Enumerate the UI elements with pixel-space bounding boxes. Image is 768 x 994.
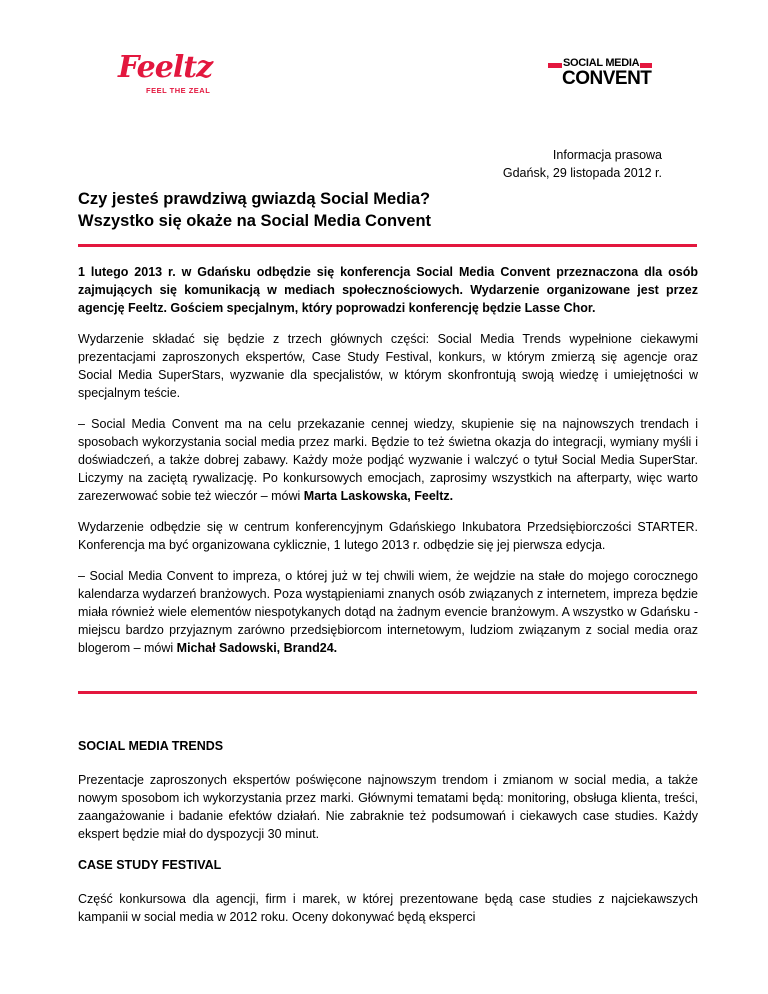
document-type: Informacja prasowa [552, 148, 662, 162]
divider-top [78, 244, 697, 247]
feeltz-logo [112, 50, 222, 100]
feeltz-logo-tagline: FEEL THE ZEAL [146, 86, 211, 95]
article-body [78, 263, 698, 670]
place-and-date: Gdańsk, 29 listopada 2012 r. [502, 166, 662, 180]
section-text-trends: Prezentacje zaproszonych ekspertów poświęcone najnowszym trendom i zmianom w social media, a także nowym sposobom ich wykorzystania przez marki. Głównymi tematami będą: monitoring, obsługa klienta, treści, zaangażowanie i badanie efektów działań. Nie zabraknie też podsumowań i ciekawych case studies. Każdy ekspert będzie miał do dyspozycji 30 minut. [78, 773, 698, 841]
press-release-info [503, 146, 662, 182]
title-line-1: Czy jesteś prawdziwą gwiazdą Social Media? [78, 190, 431, 208]
document-title [78, 188, 698, 232]
social-media-convent-logo [548, 57, 658, 93]
logo-line-1: SOCIAL MEDIA [563, 57, 640, 69]
paragraph-3: Wydarzenie odbędzie się w centrum konferencyjnym Gdańskiego Inkubatora Przedsiębiorczości STARTER. Konferencja ma być organizowana cyklicznie, 1 lutego 2013 r. odbędzie się jej pierwsza edycja. [78, 520, 698, 552]
divider-middle [78, 691, 697, 694]
quote-author-2: Michał Sadowski, Brand24. [176, 641, 338, 655]
logo-line-2: CONVENT [562, 68, 652, 89]
section-heading-trends: SOCIAL MEDIA TRENDS [78, 739, 224, 753]
section-heading-festival: CASE STUDY FESTIVAL [78, 858, 222, 872]
paragraph-4 [78, 567, 698, 657]
title-line-2: Wszystko się okaże na Social Media Convent [78, 212, 432, 230]
lead-paragraph: 1 lutego 2013 r. w Gdańsku odbędzie się konferencja Social Media Convent przeznaczona dla osób zajmujących się komunikacją w mediach społecznościowych. Wydarzenie organizowane jest przez agencję Feeltz. Gościem specjalnym, który poprowadzi konferencję będzie Lasse Chor. [78, 265, 698, 315]
section-text-festival: Część konkursowa dla agencji, firm i marek, w której prezentowane będą case studies z najciekawszych kampanii w social media w 2012 roku. Oceny dokonywać będą eksperci [78, 892, 698, 924]
paragraph-1: Wydarzenie składać się będzie z trzech głównych części: Social Media Trends wypełnione ciekawymi prezentacjami zaproszonych ekspertów, Case Study Festival, konkurs, w którym zmierzą się agencje oraz Social Media SuperStars, wyzwanie dla specjalistów, w którym skonfrontują swoją wiedzę i umiejętności w specjalnym teście. [78, 332, 698, 400]
quote-author-1: Marta Laskowska, Feeltz. [303, 489, 454, 503]
feeltz-logo-word: Feeltz [118, 50, 213, 85]
paragraph-2-text: – Social Media Convent ma na celu przekazanie cennej wiedzy, skupienie się na najnowszych trendach i sposobach wykorzystania social media przez marki. Będzie to też świetna okazja do integracji, wymiany myśli i doświadczeń, a także dobrej zabawy. Każdy może podjąć wyzwanie i walczyć o tytuł Social Media SuperStar. Liczymy na zaciętą rywalizację. Po konkursowych emocjach, zaprosimy wszystkich na afterparty, więc warto zarezerwować sobie też wieczór – mówi [78, 417, 698, 503]
sections-body [78, 737, 698, 939]
paragraph-2 [78, 415, 698, 505]
paragraph-4-text: – Social Media Convent to impreza, o której już w tej chwili wiem, że wejdzie na stałe do mojego corocznego kalendarza wydarzeń branżowych. Poza wystąpieniami znanych osób związanych z internetem, impreza będzie miała również wiele elementów niespotykanych dotąd na żadnym evencie branżowym. A wszystko w Gdańsku - miejscu bardzo przyjaznym zarówno przedsiębiorcom internetowym, ludziom związanym z social media oraz blogerom – mówi [78, 569, 698, 655]
